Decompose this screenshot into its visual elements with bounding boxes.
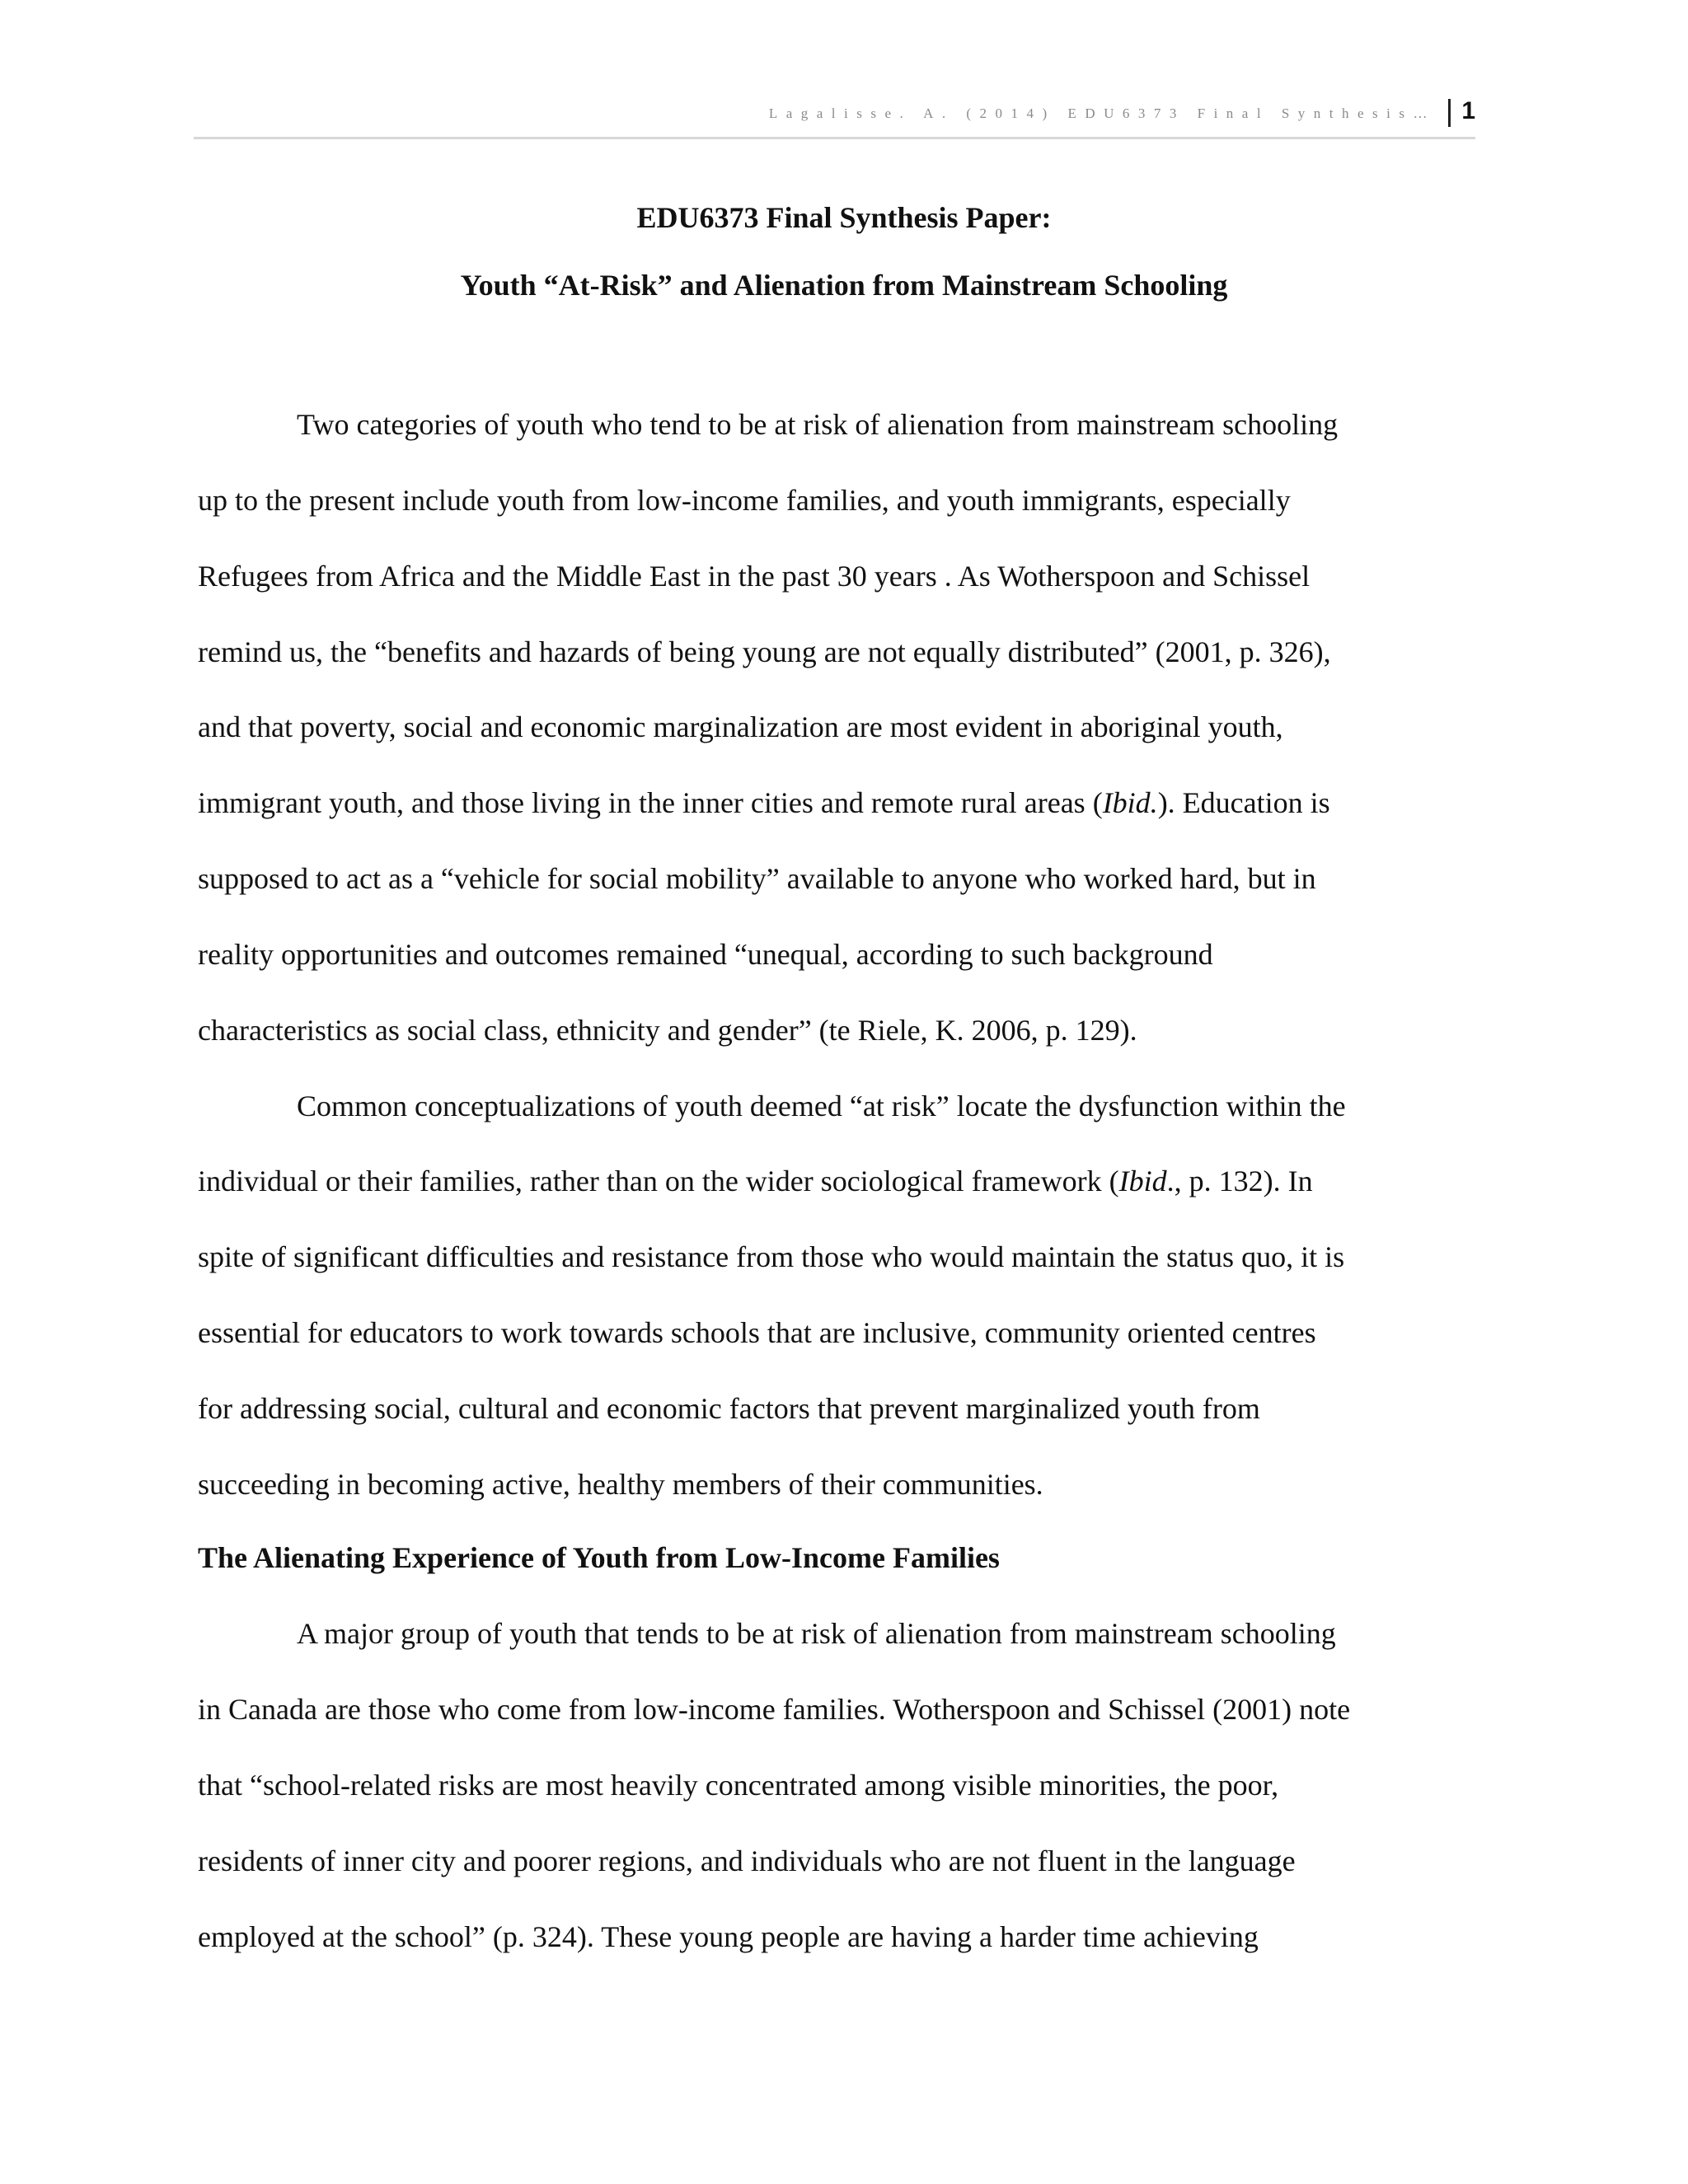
body-text: individual or their families, rather than on the wider sociological framework ( [198, 1165, 1119, 1197]
body-line: supposed to act as a “vehicle for social mobility” available to anyone who worked hard, but in [198, 862, 1316, 895]
body-text: immigrant youth, and those living in the inner cities and remote rural areas ( [198, 786, 1103, 819]
body-line: remind us, the “benefits and hazards of being young are not equally distributed” (2001, p. 326), [198, 635, 1331, 668]
citation-italic: Ibid [1118, 1165, 1167, 1197]
body-line: residents of inner city and poorer regions, and individuals who are not fluent in the language [198, 1844, 1296, 1877]
body-line: characteristics as social class, ethnicity and gender” (te Riele, K. 2006, p. 129). [198, 1014, 1137, 1047]
body-line: Two categories of youth who tend to be at risk of alienation from mainstream schooling [297, 408, 1339, 441]
body-line: and that poverty, social and economic marginalization are most evident in aboriginal youth, [198, 710, 1283, 743]
body-line: that “school-related risks are most heavily concentrated among visible minorities, the poor, [198, 1769, 1279, 1802]
body-line: essential for educators to work towards schools that are inclusive, community oriented centres [198, 1316, 1316, 1349]
body-text: ). Education is [1157, 786, 1330, 819]
section-heading: The Alienating Experience of Youth from Low-Income Families [198, 1541, 1000, 1574]
body-line: reality opportunities and outcomes remained “unequal, according to such background [198, 938, 1213, 971]
body-line: spite of significant difficulties and resistance from those who would maintain the status quo, it is [198, 1240, 1345, 1273]
running-header [194, 97, 1475, 139]
body-line: up to the present include youth from low-income families, and youth immigrants, especially [198, 484, 1291, 517]
body-line: Common conceptualizations of youth deemed “at risk” locate the dysfunction within the [297, 1090, 1346, 1122]
document-title: EDU6373 Final Synthesis Paper: [636, 201, 1052, 234]
citation-italic: Ibid. [1102, 786, 1158, 819]
body-text: ., p. 132). In [1166, 1165, 1313, 1197]
body-line: in Canada are those who come from low-income families. Wotherspoon and Schissel (2001) note [198, 1693, 1351, 1726]
running-head-text: Lagalisse. A. (2014) EDU6373 Final Synthesis… [768, 105, 1436, 121]
body-line [198, 1165, 1313, 1197]
document-subtitle: Youth “At-Risk” and Alienation from Mainstream Schooling [460, 269, 1228, 302]
body-line: Refugees from Africa and the Middle East in the past 30 years . As Wotherspoon and Schissel [198, 560, 1311, 593]
header-divider-bar [1448, 99, 1451, 127]
body-line [198, 786, 1330, 819]
page-number: 1 [1461, 97, 1475, 124]
body-line: succeeding in becoming active, healthy members of their communities. [198, 1468, 1043, 1501]
body-line: for addressing social, cultural and economic factors that prevent marginalized youth from [198, 1392, 1260, 1425]
body-line: A major group of youth that tends to be at risk of alienation from mainstream schooling [297, 1617, 1336, 1650]
body-line: employed at the school” (p. 324). These young people are having a harder time achieving [198, 1920, 1259, 1953]
